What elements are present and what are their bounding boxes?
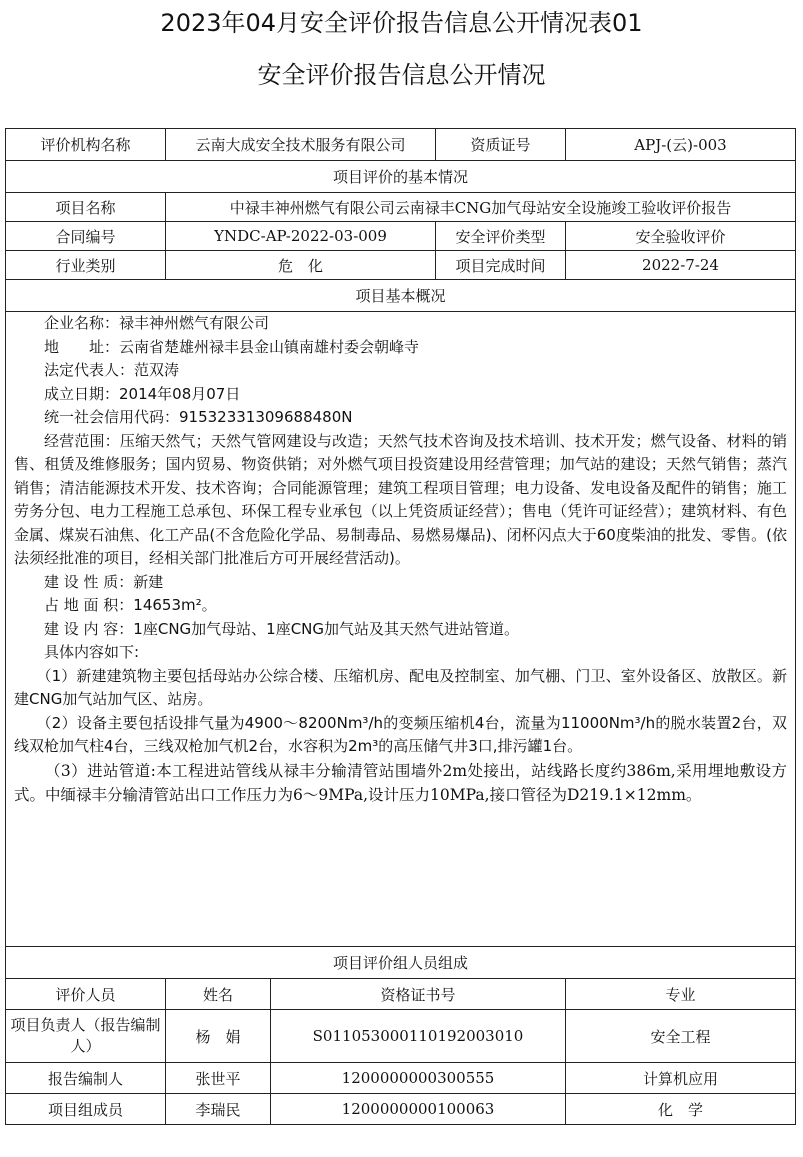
agency-row (6, 129, 796, 161)
company-address: 地 址：云南省楚雄州禄丰县金山镇南雄村委会朝峰寺 (44, 337, 420, 356)
disclosure-table (5, 128, 796, 1125)
member-role: 报告编制人 (6, 1063, 166, 1094)
detail-item-2: （2）设备主要包括设排气量为4900～8200Nm³/h的变频压缩机4台，流量为11000Nm³/h的脱水装置2台，双线双枪加气柱4台，三线双枪加气机2台，水容积为2m³的高压储气井3口,排污罐1台。 (14, 713, 788, 755)
detail-item-1: （1）新建建筑物主要包括母站办公综合楼、压缩机房、配电及控制室、加气棚、门卫、室外设备区、放散区。新建CNG加气站加气区、站房。 (14, 666, 788, 708)
team-header-name: 姓名 (166, 979, 271, 1010)
member-major: 化 学 (566, 1094, 796, 1125)
member-role: 项目组成员 (6, 1094, 166, 1125)
complete-value: 2022-7-24 (566, 251, 796, 280)
member-cert: 1200000000300555 (271, 1063, 566, 1094)
complete-label: 项目完成时间 (436, 251, 566, 280)
member-cert: S011053000110192003010 (271, 1010, 566, 1063)
eval-type-value: 安全验收评价 (566, 222, 796, 251)
business-scope: 经营范围：压缩天然气；天然气管网建设与改造；天然气技术咨询及技术培训、技术开发；燃气设备、材料的销售、租赁及维修服务；国内贸易、物资供销；对外燃气项目投资建设用经营管理；加气站的建设；天然气销售；蒸汽销售；清洁能源技术开发、技术咨询；合同能源管理；建筑工程项目管理；电力设备、发电设备及配件的销售；施工劳务分包、电力工程施工总承包、环保工程专业承包（以上凭资质证经营）；售电（凭许可证经营）；建筑材料、有色金属、煤炭石油焦、化工产品(不含危险化学品、易制毒品、易燃易爆品)、闭杯闪点大于60度柴油的批发、零售。(依法须经批准的项目，经相关部门批准后方可开展经营活动)。 (14, 431, 788, 567)
overview-content (6, 312, 796, 947)
overview-section-row (6, 280, 796, 312)
page-title: 2023年04月安全评价报告信息公开情况表01 (160, 9, 643, 37)
table-row (6, 1094, 796, 1125)
contract-row (6, 222, 796, 251)
industry-row (6, 251, 796, 280)
agency-value: 云南大成安全技术服务有限公司 (166, 129, 436, 161)
established-date: 成立日期：2014年08月07日 (44, 384, 241, 403)
construction-content: 建 设 内 容：1座CNG加气母站、1座CNG加气站及其天然气进站管道。 (44, 619, 520, 638)
contract-value: YNDC-AP-2022-03-009 (166, 222, 436, 251)
project-name-row (6, 193, 796, 222)
cert-value: APJ-(云)-003 (566, 129, 796, 161)
overview-section-heading: 项目基本概况 (6, 280, 796, 312)
table-row (6, 1063, 796, 1094)
cert-label: 资质证号 (436, 129, 566, 161)
land-area: 占 地 面 积：14653m²。 (44, 596, 217, 614)
basic-section-row (6, 161, 796, 193)
basic-section-heading: 项目评价的基本情况 (6, 161, 796, 193)
member-cert: 1200000000100063 (271, 1094, 566, 1125)
member-role: 项目负责人（报告编制人） (6, 1010, 166, 1063)
industry-label: 行业类别 (6, 251, 166, 280)
project-name-value: 中禄丰神州燃气有限公司云南禄丰CNG加气母站安全设施竣工验收评价报告 (166, 193, 796, 222)
project-name-label: 项目名称 (6, 193, 166, 222)
member-name: 李瑞民 (166, 1094, 271, 1125)
team-header-row (6, 979, 796, 1010)
team-header-major: 专业 (566, 979, 796, 1010)
page-subtitle: 安全评价报告信息公开情况 (257, 61, 546, 89)
credit-code: 统一社会信用代码：91532331309688480N (44, 408, 353, 426)
eval-type-label: 安全评价类型 (436, 222, 566, 251)
contract-label: 合同编号 (6, 222, 166, 251)
team-header-cert: 资格证书号 (271, 979, 566, 1010)
team-section-heading: 项目评价组人员组成 (6, 947, 796, 979)
details-intro: 具体内容如下: (44, 643, 140, 661)
legal-representative: 法定代表人：范双涛 (44, 361, 180, 379)
team-section-row (6, 947, 796, 979)
company-name: 企业名称：禄丰神州燃气有限公司 (44, 314, 270, 332)
member-major: 计算机应用 (566, 1063, 796, 1094)
detail-item-3: （3）进站管道:本工程进站管线从禄丰分输清管站围墙外2m处接出，站线路长度约386m,采用埋地敷设方式。中缅禄丰分输清管站出口工作压力为6～9MPa,设计压力10MPa,接口管径为D219.1×12mm。 (14, 761, 788, 804)
industry-value: 危 化 (166, 251, 436, 280)
table-row (6, 1010, 796, 1063)
member-major: 安全工程 (566, 1010, 796, 1063)
agency-label: 评价机构名称 (6, 129, 166, 161)
member-name: 杨 娟 (166, 1010, 271, 1063)
team-header-role: 评价人员 (6, 979, 166, 1010)
member-name: 张世平 (166, 1063, 271, 1094)
construction-nature: 建 设 性 质：新建 (44, 572, 164, 591)
overview-row (6, 312, 796, 947)
